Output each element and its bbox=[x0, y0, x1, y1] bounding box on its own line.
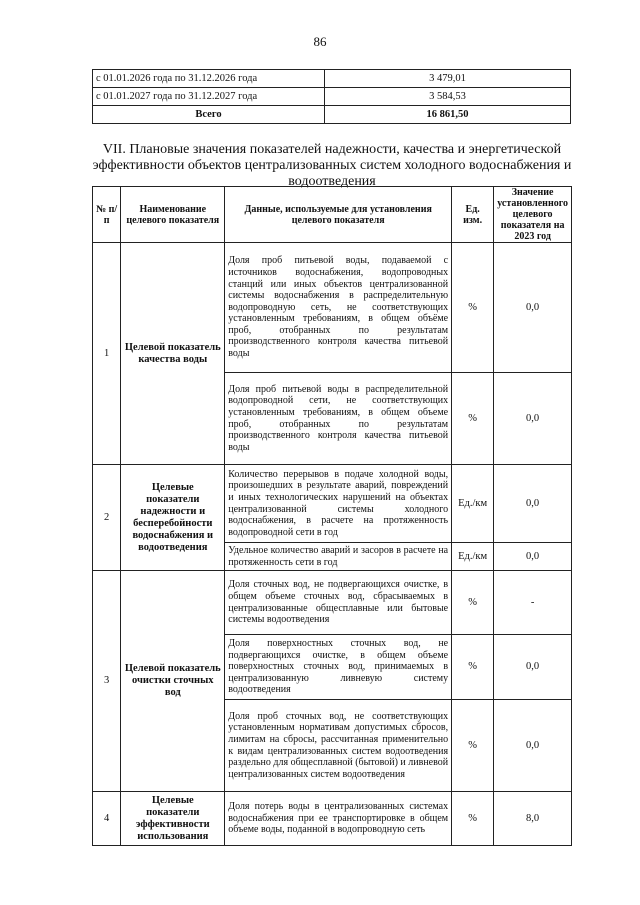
header-name: Наименование целевого показателя bbox=[121, 187, 225, 243]
indicator-unit: % bbox=[452, 243, 494, 373]
indicator-name: Целевые показатели надежности и бесперебойности водоснабжения и водоотведения bbox=[121, 465, 225, 571]
indicator-value: 0,0 bbox=[494, 635, 572, 700]
indicator-description: Доля проб питьевой воды, подаваемой с источников водоснабжения, водопроводных станций или иных объектов централизованной системы водоснабжения в распределительную водопроводную сеть, не соответствующих установленным требованиям, в общем объёме проб, отобранных по результатам производственного контроля качества питьевой воды bbox=[225, 243, 452, 373]
indicator-unit: Ед./км bbox=[452, 543, 494, 571]
indicator-description: Доля потерь воды в централизованных системах водоснабжения при ее транспортировке в общем объеме воды, поданной в водопроводную сеть bbox=[225, 792, 452, 846]
period-value: 3 584,53 bbox=[325, 88, 571, 106]
indicator-value: 0,0 bbox=[494, 465, 572, 543]
indicator-unit: % bbox=[452, 571, 494, 635]
page-number: 86 bbox=[313, 34, 327, 49]
table-row bbox=[93, 88, 571, 106]
row-number: 4 bbox=[93, 792, 121, 846]
table-row bbox=[93, 792, 572, 846]
section-heading: VII. Плановые значения показателей надежности, качества и энергетической эффективности объектов централизованных систем холодного водоснабжения и водоотведения bbox=[92, 142, 572, 189]
period-value: 3 479,01 bbox=[325, 70, 571, 88]
table-row bbox=[93, 465, 572, 543]
total-label: Всего bbox=[93, 106, 325, 124]
header-value: Значение установленного целевого показателя на 2023 год bbox=[494, 187, 572, 243]
indicator-unit: % bbox=[452, 373, 494, 465]
period-label: с 01.01.2027 года по 31.12.2027 года bbox=[93, 88, 325, 106]
indicator-description: Доля проб сточных вод, не соответствующих установленным нормативам допустимых сбросов, лимитам на сбросы, рассчитанная применительно к видам централизованных систем водоотведения раздельно для общесплавной (бытовой) и ливневой централизованных систем водоотведения bbox=[225, 700, 452, 792]
table-row bbox=[93, 70, 571, 88]
indicator-value: 8,0 bbox=[494, 792, 572, 846]
header-data: Данные, используемые для установления целевого показателя bbox=[225, 187, 452, 243]
indicator-value: 0,0 bbox=[494, 243, 572, 373]
cost-table bbox=[92, 69, 571, 124]
total-row bbox=[93, 106, 571, 124]
indicator-name: Целевой показатель качества воды bbox=[121, 243, 225, 465]
table-row bbox=[93, 571, 572, 635]
header-unit: Ед. изм. bbox=[452, 187, 494, 243]
table-header-row bbox=[93, 187, 572, 243]
indicator-unit: % bbox=[452, 635, 494, 700]
indicator-value: 0,0 bbox=[494, 700, 572, 792]
total-value: 16 861,50 bbox=[325, 106, 571, 124]
indicator-value: 0,0 bbox=[494, 543, 572, 571]
indicator-unit: Ед./км bbox=[452, 465, 494, 543]
indicator-unit: % bbox=[452, 792, 494, 846]
indicator-description: Удельное количество аварий и засоров в расчете на протяженность сети в год bbox=[225, 543, 452, 571]
period-label: с 01.01.2026 года по 31.12.2026 года bbox=[93, 70, 325, 88]
row-number: 2 bbox=[93, 465, 121, 571]
indicator-value: - bbox=[494, 571, 572, 635]
indicator-description: Количество перерывов в подаче холодной воды, произошедших в результате аварий, повреждений и иных технологических нарушений на объектах централизованной системы холодного водоснабжения, в расчете на протяженность водопроводной сети в год bbox=[225, 465, 452, 543]
indicator-value: 0,0 bbox=[494, 373, 572, 465]
indicator-name: Целевые показатели эффективности использования bbox=[121, 792, 225, 846]
row-number: 1 bbox=[93, 243, 121, 465]
table-row bbox=[93, 243, 572, 373]
indicator-name: Целевой показатель очистки сточных вод bbox=[121, 571, 225, 792]
indicators-table bbox=[92, 186, 572, 846]
indicator-description: Доля проб питьевой воды в распределительной водопроводной сети, не соответствующих установленным требованиям, в общем объеме проб, отобранных по результатам производственного контроля качества питьевой воды bbox=[225, 373, 452, 465]
indicator-description: Доля поверхностных сточных вод, не подвергающихся очистке, в общем объеме поверхностных сточных вод, принимаемых в централизованную ливневую систему водоотведения bbox=[225, 635, 452, 700]
indicator-description: Доля сточных вод, не подвергающихся очистке, в общем объеме сточных вод, сбрасываемых в централизованные общесплавные или бытовые системы водоотведения bbox=[225, 571, 452, 635]
indicator-unit: % bbox=[452, 700, 494, 792]
header-num: № п/п bbox=[93, 187, 121, 243]
row-number: 3 bbox=[93, 571, 121, 792]
